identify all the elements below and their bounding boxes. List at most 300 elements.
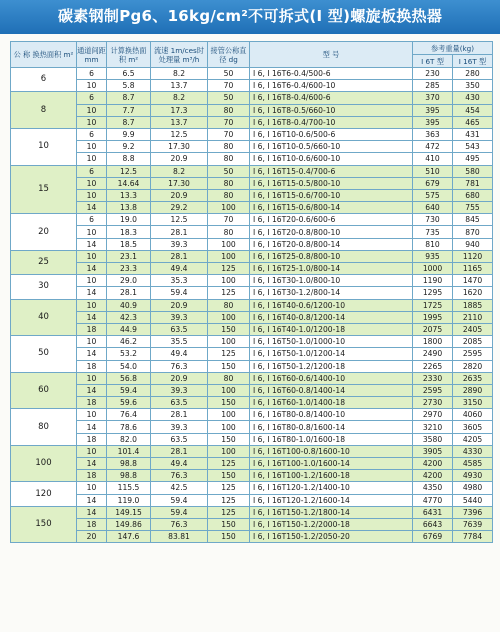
- cell-weight-16t: 4205: [453, 433, 493, 445]
- cell-flow: 8.2: [151, 68, 208, 80]
- cell-flow: 17.30: [151, 141, 208, 153]
- cell-nozzle: 150: [208, 531, 250, 543]
- cell-gap: 20: [77, 531, 107, 543]
- cell-flow: 28.1: [151, 445, 208, 457]
- table-row: [11, 494, 493, 506]
- table-row: [11, 445, 493, 457]
- cell-weight-6t: 1295: [413, 287, 453, 299]
- cell-flow: 29.2: [151, 202, 208, 214]
- cell-calc-area: 78.6: [107, 421, 151, 433]
- cell-weight-16t: 680: [453, 189, 493, 201]
- cell-model: I 6, I 16T25-1.0/800-14: [250, 263, 413, 275]
- cell-weight-6t: 679: [413, 177, 453, 189]
- cell-nozzle: 80: [208, 104, 250, 116]
- cell-gap: 10: [77, 116, 107, 128]
- cell-flow: 13.7: [151, 116, 208, 128]
- cell-calc-area: 115.5: [107, 482, 151, 494]
- cell-calc-area: 149.86: [107, 518, 151, 530]
- cell-flow: 12.5: [151, 214, 208, 226]
- cell-gap: 18: [77, 397, 107, 409]
- cell-weight-16t: 454: [453, 104, 493, 116]
- cell-model: I 6, I 16T10-0.6/600-10: [250, 153, 413, 165]
- cell-model: I 6, I 16T6-0.4/500-6: [250, 68, 413, 80]
- cell-calc-area: 13.8: [107, 202, 151, 214]
- cell-gap: 10: [77, 409, 107, 421]
- spec-table: [10, 41, 493, 543]
- cell-flow: 35.5: [151, 336, 208, 348]
- cell-nozzle: 150: [208, 323, 250, 335]
- cell-nozzle: 100: [208, 311, 250, 323]
- cell-calc-area: 9.9: [107, 128, 151, 140]
- cell-flow: 17.3: [151, 104, 208, 116]
- cell-weight-6t: 2595: [413, 384, 453, 396]
- table-row: [11, 397, 493, 409]
- cell-weight-16t: 1620: [453, 287, 493, 299]
- cell-weight-6t: 4770: [413, 494, 453, 506]
- cell-weight-16t: 1120: [453, 250, 493, 262]
- cell-gap: 6: [77, 214, 107, 226]
- cell-flow: 59.4: [151, 506, 208, 518]
- cell-calc-area: 101.4: [107, 445, 151, 457]
- cell-weight-6t: 6769: [413, 531, 453, 543]
- cell-calc-area: 54.0: [107, 360, 151, 372]
- table-row: [11, 128, 493, 140]
- cell-flow: 28.1: [151, 250, 208, 262]
- cell-area: 20: [11, 214, 77, 251]
- cell-weight-6t: 3580: [413, 433, 453, 445]
- table-row: [11, 518, 493, 530]
- cell-weight-16t: 870: [453, 226, 493, 238]
- cell-weight-6t: 1800: [413, 336, 453, 348]
- cell-nozzle: 125: [208, 263, 250, 275]
- cell-area: 60: [11, 372, 77, 409]
- cell-weight-6t: 6431: [413, 506, 453, 518]
- cell-model: I 6, I 16T8-0.4/600-6: [250, 92, 413, 104]
- cell-calc-area: 29.0: [107, 275, 151, 287]
- header-calc-area: 计算换热面积 m²: [107, 42, 151, 68]
- cell-area: 120: [11, 482, 77, 506]
- cell-weight-16t: 4330: [453, 445, 493, 457]
- cell-weight-16t: 3605: [453, 421, 493, 433]
- cell-weight-6t: 4200: [413, 458, 453, 470]
- cell-model: I 6, I 16T150-1.2/2000-18: [250, 518, 413, 530]
- cell-weight-6t: 6643: [413, 518, 453, 530]
- cell-area: 30: [11, 275, 77, 299]
- cell-model: I 6, I 16T15-0.6/800-14: [250, 202, 413, 214]
- cell-weight-16t: 755: [453, 202, 493, 214]
- cell-calc-area: 7.7: [107, 104, 151, 116]
- table-row: [11, 384, 493, 396]
- cell-weight-6t: 735: [413, 226, 453, 238]
- cell-area: 25: [11, 250, 77, 274]
- cell-model: I 6, I 16T100-1.2/1600-18: [250, 470, 413, 482]
- cell-model: I 6, I 16T60-1.0/1400-18: [250, 397, 413, 409]
- cell-weight-6t: 395: [413, 104, 453, 116]
- cell-model: I 6, I 16T30-1.2/800-14: [250, 287, 413, 299]
- cell-weight-6t: 2970: [413, 409, 453, 421]
- cell-weight-6t: 410: [413, 153, 453, 165]
- cell-weight-16t: 940: [453, 238, 493, 250]
- cell-model: I 6, I 16T25-0.8/800-10: [250, 250, 413, 262]
- cell-calc-area: 44.9: [107, 323, 151, 335]
- cell-nozzle: 100: [208, 409, 250, 421]
- header-weight-group: 参考重量(kg): [413, 42, 493, 55]
- cell-model: I 6, I 16T50-1.0/1200-14: [250, 348, 413, 360]
- cell-weight-16t: 495: [453, 153, 493, 165]
- cell-weight-6t: 2265: [413, 360, 453, 372]
- cell-calc-area: 98.8: [107, 470, 151, 482]
- cell-gap: 10: [77, 104, 107, 116]
- cell-flow: 39.3: [151, 421, 208, 433]
- cell-calc-area: 9.2: [107, 141, 151, 153]
- cell-model: I 6, I 16T40-0.6/1200-10: [250, 299, 413, 311]
- header-model: 型 号: [250, 42, 413, 68]
- cell-weight-6t: 640: [413, 202, 453, 214]
- cell-gap: 10: [77, 275, 107, 287]
- cell-weight-16t: 5440: [453, 494, 493, 506]
- cell-gap: 14: [77, 506, 107, 518]
- cell-area: 100: [11, 445, 77, 482]
- cell-calc-area: 46.2: [107, 336, 151, 348]
- table-row: [11, 238, 493, 250]
- cell-area: 8: [11, 92, 77, 129]
- cell-gap: 10: [77, 80, 107, 92]
- cell-weight-6t: 395: [413, 116, 453, 128]
- cell-weight-6t: 2730: [413, 397, 453, 409]
- cell-flow: 12.5: [151, 128, 208, 140]
- cell-gap: 10: [77, 141, 107, 153]
- cell-calc-area: 8.7: [107, 116, 151, 128]
- cell-calc-area: 8.7: [107, 92, 151, 104]
- cell-weight-16t: 1885: [453, 299, 493, 311]
- table-header: [11, 42, 493, 68]
- cell-model: I 6, I 16T50-1.0/1000-10: [250, 336, 413, 348]
- table-row: [11, 189, 493, 201]
- table-row: [11, 506, 493, 518]
- cell-area: 150: [11, 506, 77, 543]
- table-row: [11, 372, 493, 384]
- cell-model: I 6, I 16T30-1.0/800-10: [250, 275, 413, 287]
- cell-calc-area: 12.5: [107, 165, 151, 177]
- cell-flow: 39.3: [151, 311, 208, 323]
- table-row: [11, 80, 493, 92]
- cell-calc-area: 14.64: [107, 177, 151, 189]
- cell-nozzle: 70: [208, 128, 250, 140]
- cell-weight-16t: 580: [453, 165, 493, 177]
- cell-gap: 6: [77, 92, 107, 104]
- cell-calc-area: 149.15: [107, 506, 151, 518]
- cell-calc-area: 23.1: [107, 250, 151, 262]
- cell-flow: 13.7: [151, 80, 208, 92]
- cell-weight-16t: 465: [453, 116, 493, 128]
- cell-nozzle: 50: [208, 68, 250, 80]
- cell-model: I 6, I 16T15-0.6/700-10: [250, 189, 413, 201]
- cell-weight-16t: 7784: [453, 531, 493, 543]
- cell-calc-area: 147.6: [107, 531, 151, 543]
- cell-model: I 6, I 16T100-1.0/1600-14: [250, 458, 413, 470]
- cell-weight-6t: 730: [413, 214, 453, 226]
- cell-calc-area: 59.6: [107, 397, 151, 409]
- table-row: [11, 141, 493, 153]
- cell-nozzle: 100: [208, 336, 250, 348]
- header-gap: 通道间距 mm: [77, 42, 107, 68]
- cell-weight-6t: 285: [413, 80, 453, 92]
- cell-gap: 6: [77, 128, 107, 140]
- cell-flow: 63.5: [151, 323, 208, 335]
- header-nozzle: 接管公称直径 dg: [208, 42, 250, 68]
- cell-weight-16t: 2595: [453, 348, 493, 360]
- cell-weight-6t: 1725: [413, 299, 453, 311]
- cell-weight-6t: 1000: [413, 263, 453, 275]
- cell-nozzle: 80: [208, 299, 250, 311]
- cell-nozzle: 150: [208, 397, 250, 409]
- cell-nozzle: 50: [208, 92, 250, 104]
- cell-nozzle: 125: [208, 506, 250, 518]
- cell-weight-16t: 4060: [453, 409, 493, 421]
- cell-flow: 76.3: [151, 360, 208, 372]
- cell-calc-area: 18.3: [107, 226, 151, 238]
- cell-calc-area: 28.1: [107, 287, 151, 299]
- cell-flow: 76.3: [151, 518, 208, 530]
- cell-model: I 6, I 16T40-1.0/1200-18: [250, 323, 413, 335]
- table-row: [11, 275, 493, 287]
- table-row: [11, 360, 493, 372]
- cell-nozzle: 80: [208, 226, 250, 238]
- cell-area: 80: [11, 409, 77, 446]
- cell-gap: 14: [77, 421, 107, 433]
- cell-weight-6t: 1995: [413, 311, 453, 323]
- cell-nozzle: 70: [208, 80, 250, 92]
- table-row: [11, 263, 493, 275]
- cell-model: I 6, I 16T60-0.8/1400-14: [250, 384, 413, 396]
- cell-calc-area: 82.0: [107, 433, 151, 445]
- cell-weight-16t: 2820: [453, 360, 493, 372]
- cell-flow: 42.5: [151, 482, 208, 494]
- cell-model: I 6, I 16T80-0.8/1600-14: [250, 421, 413, 433]
- cell-flow: 35.3: [151, 275, 208, 287]
- table-row: [11, 92, 493, 104]
- cell-model: I 6, I 16T50-1.2/1200-18: [250, 360, 413, 372]
- cell-weight-6t: 935: [413, 250, 453, 262]
- cell-calc-area: 56.8: [107, 372, 151, 384]
- cell-weight-16t: 1470: [453, 275, 493, 287]
- cell-gap: 10: [77, 336, 107, 348]
- cell-calc-area: 18.5: [107, 238, 151, 250]
- table-row: [11, 153, 493, 165]
- cell-nozzle: 100: [208, 202, 250, 214]
- cell-model: I 6, I 16T8-0.5/660-10: [250, 104, 413, 116]
- cell-gap: 14: [77, 263, 107, 275]
- cell-flow: 20.9: [151, 189, 208, 201]
- cell-nozzle: 100: [208, 445, 250, 457]
- cell-model: I 6, I 16T8-0.4/700-10: [250, 116, 413, 128]
- cell-nozzle: 125: [208, 482, 250, 494]
- cell-calc-area: 40.9: [107, 299, 151, 311]
- cell-weight-16t: 2110: [453, 311, 493, 323]
- cell-weight-6t: 472: [413, 141, 453, 153]
- cell-weight-6t: 2490: [413, 348, 453, 360]
- cell-gap: 10: [77, 482, 107, 494]
- cell-gap: 10: [77, 189, 107, 201]
- cell-nozzle: 50: [208, 165, 250, 177]
- cell-model: I 6, I 16T100-0.8/1600-10: [250, 445, 413, 457]
- table-row: [11, 323, 493, 335]
- cell-flow: 63.5: [151, 397, 208, 409]
- cell-flow: 59.4: [151, 494, 208, 506]
- cell-gap: 10: [77, 250, 107, 262]
- cell-flow: 63.5: [151, 433, 208, 445]
- table-row: [11, 470, 493, 482]
- cell-gap: 14: [77, 287, 107, 299]
- table-row: [11, 287, 493, 299]
- cell-flow: 17.30: [151, 177, 208, 189]
- cell-weight-16t: 430: [453, 92, 493, 104]
- cell-model: I 6, I 16T120-1.2/1600-14: [250, 494, 413, 506]
- table-row: [11, 482, 493, 494]
- cell-nozzle: 80: [208, 372, 250, 384]
- cell-weight-16t: 7639: [453, 518, 493, 530]
- cell-weight-6t: 1190: [413, 275, 453, 287]
- table-body: [11, 68, 493, 543]
- cell-area: 6: [11, 68, 77, 92]
- cell-area: 15: [11, 165, 77, 214]
- cell-area: 10: [11, 128, 77, 165]
- cell-gap: 14: [77, 202, 107, 214]
- cell-nozzle: 150: [208, 470, 250, 482]
- cell-model: I 6, I 16T20-0.8/800-10: [250, 226, 413, 238]
- cell-weight-6t: 2330: [413, 372, 453, 384]
- cell-gap: 10: [77, 153, 107, 165]
- cell-nozzle: 100: [208, 421, 250, 433]
- cell-weight-6t: 370: [413, 92, 453, 104]
- table-row: [11, 165, 493, 177]
- table-row: [11, 409, 493, 421]
- cell-model: I 6, I 16T150-1.2/2050-20: [250, 531, 413, 543]
- cell-weight-16t: 4980: [453, 482, 493, 494]
- cell-weight-16t: 845: [453, 214, 493, 226]
- cell-nozzle: 80: [208, 189, 250, 201]
- cell-nozzle: 100: [208, 275, 250, 287]
- cell-weight-6t: 810: [413, 238, 453, 250]
- cell-gap: 10: [77, 226, 107, 238]
- cell-weight-6t: 4200: [413, 470, 453, 482]
- cell-calc-area: 13.3: [107, 189, 151, 201]
- cell-model: I 6, I 16T6-0.4/600-10: [250, 80, 413, 92]
- cell-nozzle: 100: [208, 384, 250, 396]
- cell-gap: 6: [77, 68, 107, 80]
- table-row: [11, 433, 493, 445]
- cell-gap: 10: [77, 372, 107, 384]
- cell-area: 40: [11, 299, 77, 336]
- cell-weight-6t: 510: [413, 165, 453, 177]
- cell-weight-16t: 3150: [453, 397, 493, 409]
- cell-model: I 6, I 16T20-0.8/800-14: [250, 238, 413, 250]
- cell-gap: 18: [77, 518, 107, 530]
- cell-weight-6t: 2075: [413, 323, 453, 335]
- cell-flow: 59.4: [151, 287, 208, 299]
- title-bar: [0, 0, 500, 34]
- cell-weight-16t: 2890: [453, 384, 493, 396]
- cell-weight-16t: 2085: [453, 336, 493, 348]
- cell-gap: 14: [77, 348, 107, 360]
- cell-model: I 6, I 16T15-0.4/700-6: [250, 165, 413, 177]
- cell-flow: 39.3: [151, 384, 208, 396]
- cell-nozzle: 100: [208, 250, 250, 262]
- cell-nozzle: 150: [208, 433, 250, 445]
- cell-weight-16t: 2635: [453, 372, 493, 384]
- cell-weight-6t: 575: [413, 189, 453, 201]
- cell-calc-area: 19.0: [107, 214, 151, 226]
- cell-calc-area: 59.4: [107, 384, 151, 396]
- cell-calc-area: 42.3: [107, 311, 151, 323]
- cell-gap: 14: [77, 384, 107, 396]
- cell-weight-16t: 1165: [453, 263, 493, 275]
- cell-calc-area: 8.8: [107, 153, 151, 165]
- cell-weight-6t: 3905: [413, 445, 453, 457]
- cell-weight-16t: 4930: [453, 470, 493, 482]
- cell-model: I 6, I 16T80-1.0/1600-18: [250, 433, 413, 445]
- cell-gap: 14: [77, 494, 107, 506]
- table-row: [11, 250, 493, 262]
- cell-gap: 18: [77, 323, 107, 335]
- cell-weight-6t: 363: [413, 128, 453, 140]
- table-row: [11, 299, 493, 311]
- cell-nozzle: 100: [208, 238, 250, 250]
- cell-weight-16t: 543: [453, 141, 493, 153]
- cell-nozzle: 80: [208, 177, 250, 189]
- cell-gap: 10: [77, 445, 107, 457]
- cell-weight-16t: 280: [453, 68, 493, 80]
- cell-calc-area: 53.2: [107, 348, 151, 360]
- cell-flow: 39.3: [151, 238, 208, 250]
- cell-nozzle: 150: [208, 518, 250, 530]
- cell-gap: 14: [77, 238, 107, 250]
- cell-gap: 18: [77, 470, 107, 482]
- cell-flow: 49.4: [151, 348, 208, 360]
- cell-flow: 49.4: [151, 458, 208, 470]
- cell-gap: 10: [77, 177, 107, 189]
- cell-calc-area: 6.5: [107, 68, 151, 80]
- cell-weight-6t: 230: [413, 68, 453, 80]
- cell-weight-6t: 3210: [413, 421, 453, 433]
- cell-gap: 14: [77, 458, 107, 470]
- cell-model: I 6, I 16T40-0.8/1200-14: [250, 311, 413, 323]
- cell-nozzle: 80: [208, 153, 250, 165]
- table-row: [11, 348, 493, 360]
- table-row: [11, 336, 493, 348]
- cell-model: I 6, I 16T80-0.8/1400-10: [250, 409, 413, 421]
- cell-nozzle: 150: [208, 360, 250, 372]
- cell-gap: 14: [77, 311, 107, 323]
- table-row: [11, 311, 493, 323]
- cell-calc-area: 119.0: [107, 494, 151, 506]
- cell-weight-16t: 4585: [453, 458, 493, 470]
- table-row: [11, 531, 493, 543]
- cell-nozzle: 70: [208, 214, 250, 226]
- cell-gap: 18: [77, 433, 107, 445]
- cell-flow: 83.81: [151, 531, 208, 543]
- header-area: 公 称 换热面积 m²: [11, 42, 77, 68]
- cell-model: I 6, I 16T10-0.5/660-10: [250, 141, 413, 153]
- cell-model: I 6, I 16T15-0.5/800-10: [250, 177, 413, 189]
- cell-flow: 8.2: [151, 165, 208, 177]
- table-row: [11, 104, 493, 116]
- table-row: [11, 226, 493, 238]
- cell-weight-16t: 7396: [453, 506, 493, 518]
- cell-nozzle: 125: [208, 458, 250, 470]
- cell-calc-area: 23.3: [107, 263, 151, 275]
- cell-model: I 6, I 16T60-0.6/1400-10: [250, 372, 413, 384]
